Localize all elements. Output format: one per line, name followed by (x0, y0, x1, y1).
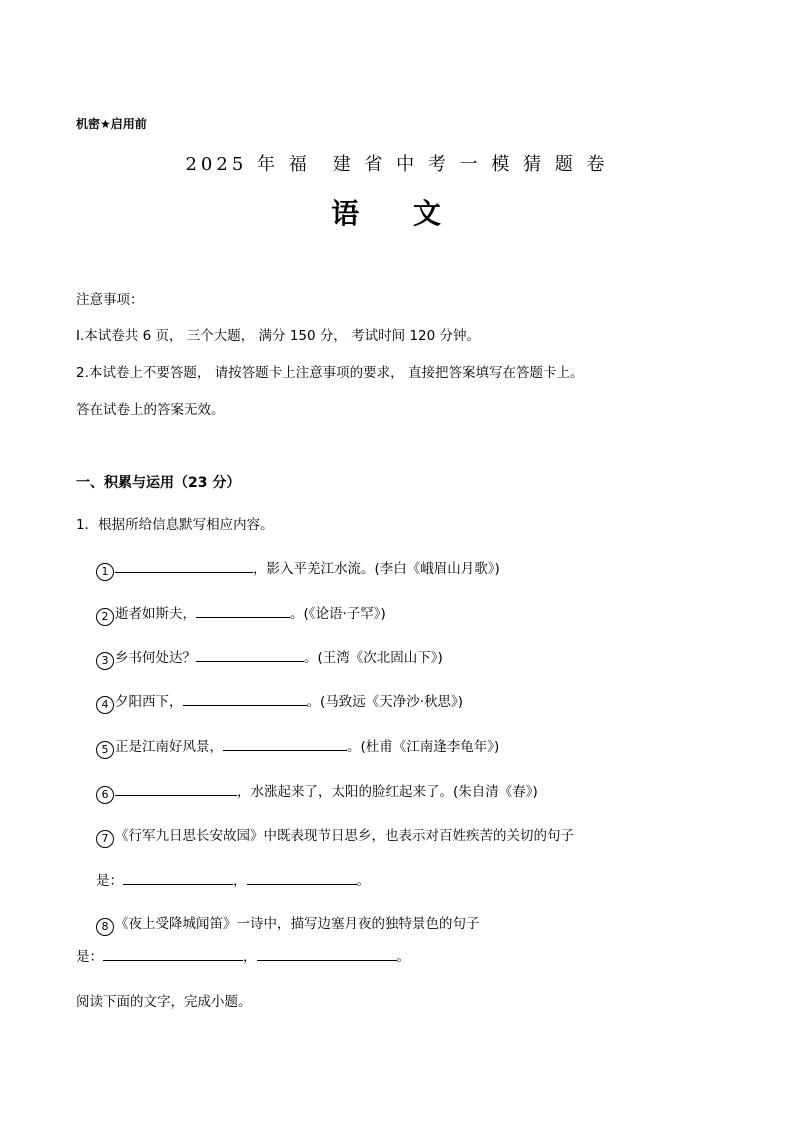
item-text: 。(《论语·子罕》) (290, 606, 386, 622)
notice-line-1: I.本试卷共 6 页， 三个大题， 满分 150 分， 考试时间 120 分钟。 (76, 328, 481, 344)
item-number-1: 1 (96, 563, 114, 581)
item-text: ，影入平羌江水流。(李白《峨眉山月歌》) (253, 561, 500, 577)
answer-line (96, 869, 370, 889)
recitation-item (96, 690, 463, 714)
answer-blank[interactable] (115, 781, 237, 796)
comma: ， (243, 949, 257, 965)
item-text: 正是江南好风景， (115, 739, 223, 755)
confidential-label: 机密★启用前 (76, 117, 147, 131)
recitation-item (96, 735, 499, 759)
item-text: 《行军九日思长安故园》中既表现节日思乡，也表示对百姓疾苦的关切的句子 (115, 828, 574, 844)
period: 。 (396, 949, 410, 965)
item-text: 夕阳西下， (115, 694, 183, 710)
recitation-item (96, 912, 480, 936)
notice-line-3: 答在试卷上的答案无效。 (76, 402, 225, 418)
item-number-2: 2 (96, 608, 114, 626)
question-1-stem: 1．根据所给信息默写相应内容。 (76, 517, 274, 533)
item-text: 乡书何处达？ (115, 650, 196, 666)
item-text: 《夜上受降城闻笛》一诗中，描写边塞月夜的独特景色的句子 (115, 916, 480, 932)
item-number-6: 6 (96, 786, 114, 804)
recitation-item (96, 557, 500, 581)
period: 。 (356, 873, 370, 889)
subject-title: 语 文 (331, 197, 463, 230)
comma: ， (233, 873, 247, 889)
recitation-item (96, 824, 574, 848)
answer-blank[interactable] (247, 870, 357, 885)
notice-line-2: 2.本试卷上不要答题， 请按答题卡上注意事项的要求， 直接把答案填写在答题卡上。 (76, 365, 584, 381)
section-title: 一、积累与运用（23 分） (76, 475, 241, 491)
answer-blank[interactable] (103, 946, 243, 961)
answer-blank[interactable] (196, 647, 304, 662)
reading-intro: 阅读下面的文字，完成小题。 (76, 994, 252, 1010)
recitation-item (96, 780, 538, 804)
answer-blank[interactable] (257, 946, 397, 961)
answer-blank[interactable] (183, 691, 307, 706)
item-number-7: 7 (96, 830, 114, 848)
answer-blank[interactable] (223, 736, 347, 751)
recitation-item (96, 602, 386, 626)
answer-prefix: 是： (76, 949, 103, 965)
answer-blank[interactable] (123, 870, 233, 885)
item-number-5: 5 (96, 741, 114, 759)
answer-prefix: 是： (96, 873, 123, 889)
recitation-item (96, 646, 443, 670)
answer-blank[interactable] (115, 558, 253, 573)
item-text: 。(马致远《天净沙·秋思》) (306, 694, 464, 710)
answer-blank[interactable] (196, 603, 290, 618)
item-text: 。(杜甫《江南逢李龟年》) (347, 739, 500, 755)
item-text: ，水涨起来了，太阳的脸红起来了。(朱自清《春》) (237, 784, 538, 800)
item-text: 逝者如斯夫， (115, 606, 196, 622)
answer-line (76, 945, 410, 965)
notice-title: 注意事项： (76, 292, 144, 308)
exam-title: 2025 年 福 建 省 中 考 一 模 猜 题 卷 (185, 154, 609, 175)
item-number-8: 8 (96, 918, 114, 936)
item-number-4: 4 (96, 696, 114, 714)
item-text: 。(王湾《次北固山下》) (304, 650, 443, 666)
item-number-3: 3 (96, 652, 114, 670)
